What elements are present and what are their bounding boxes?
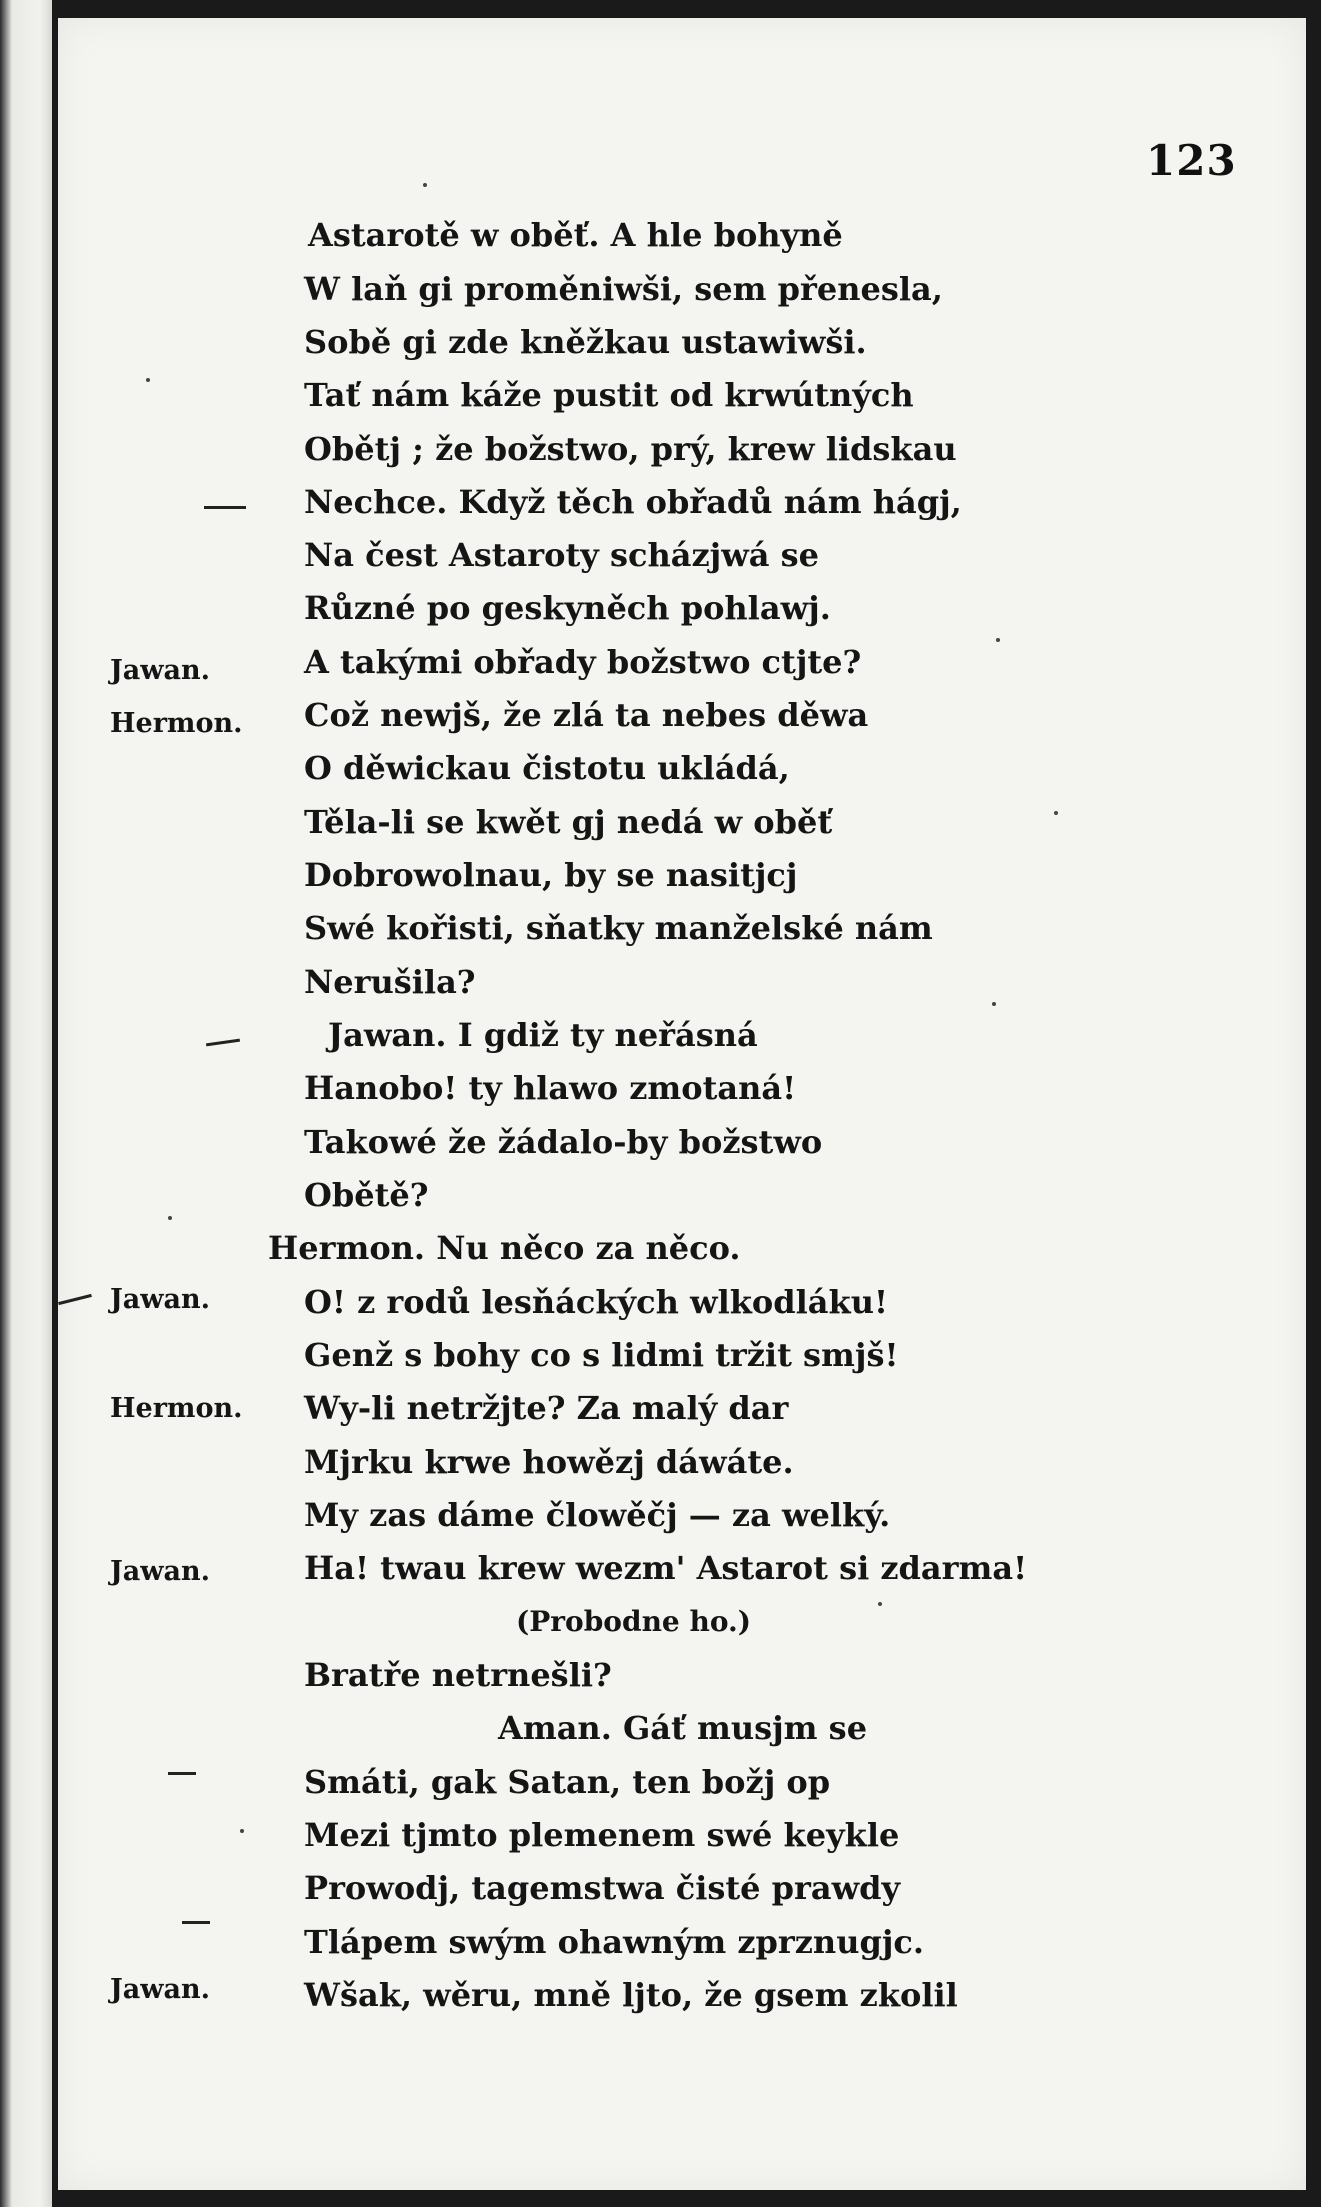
margin-dash: [58, 1294, 92, 1305]
verse-line: Tlápem swým ohawným zprznugjc.: [304, 1923, 925, 1961]
verse-line: Smáti, gak Satan, ten božj op: [304, 1763, 831, 1801]
verse-line: O děwickau čistotu ukládá,: [304, 749, 790, 787]
verse-line: Tať nám káže pustit od krwútných: [304, 376, 914, 414]
verse-line: Nerušila?: [304, 963, 476, 1001]
speaker-jawan: Jawan.: [110, 1556, 211, 1587]
verse-line: Na čest Astaroty scházjwá se: [304, 536, 820, 574]
verse-line: Hanobo! ty hlawo zmotaná!: [304, 1069, 797, 1107]
verse-line: Prowodj, tagemstwa čisté prawdy: [304, 1869, 901, 1907]
facing-page-edge: [0, 0, 52, 2207]
margin-dash: [204, 506, 246, 509]
verse-line: Wšak, wěru, mně ljto, že gsem zkolil: [304, 1976, 958, 2014]
speck: [996, 638, 1000, 642]
verse-line: Nechce. Když těch obřadů nám hágj,: [304, 483, 962, 521]
verse-line: Což newjš, že zlá ta nebes děwa: [304, 696, 869, 734]
verse-line: Genž s bohy co s lidmi tržit smjš!: [304, 1336, 899, 1374]
verse-line: Wy-li netržjte? Za malý dar: [304, 1389, 789, 1427]
margin-dash: [206, 1039, 240, 1047]
verse-line: Dobrowolnau, by se nasitjcj: [304, 856, 798, 894]
verse-line: O! z rodů lesňáckých wlkodláku!: [304, 1283, 888, 1321]
stage-direction: (Probodne ho.): [516, 1605, 752, 1638]
verse-line: Astarotě w oběť. A hle bohyně: [308, 216, 843, 254]
verse-line: Mezi tjmto plemenem swé keykle: [304, 1816, 900, 1854]
verse-line: Různé po geskyněch pohlawj.: [304, 589, 831, 627]
speck: [992, 1002, 996, 1006]
verse-line: Obětj ; že božstwo, prý, krew lidskau: [304, 430, 957, 468]
verse-line: Swé kořisti, sňatky manželské nám: [304, 909, 933, 947]
speaker-hermon: Hermon.: [110, 1393, 243, 1424]
speck: [878, 1602, 882, 1606]
speaker-jawan: Jawan.: [110, 1284, 211, 1315]
speck: [1054, 811, 1058, 815]
verse-line: A takými obřady božstwo ctjte?: [304, 643, 862, 681]
speck: [240, 1829, 244, 1833]
verse-line: Hermon. Nu něco za něco.: [268, 1229, 741, 1267]
speaker-hermon: Hermon.: [110, 708, 243, 739]
verse-line: Ha! twau krew wezm' Astarot si zdarma!: [304, 1549, 1028, 1587]
speaker-jawan: Jawan.: [110, 655, 211, 686]
speck: [146, 378, 150, 382]
speaker-jawan: Jawan.: [110, 1974, 211, 2005]
verse-line: Bratře netrnešli?: [304, 1656, 612, 1694]
verse-line: Obětě?: [304, 1176, 429, 1214]
speck: [423, 183, 427, 187]
verse-line: Takowé že žádalo-by božstwo: [304, 1123, 823, 1161]
page-number: 123: [1146, 136, 1237, 185]
verse-line: Sobě gi zde kněžkau ustawiwši.: [304, 323, 867, 361]
book-page: [58, 18, 1306, 2190]
verse-line: W laň gi proměniwši, sem přenesla,: [304, 270, 943, 308]
verse-line: My zas dáme člowěčj — za welký.: [304, 1496, 891, 1534]
margin-dash: [182, 1921, 210, 1924]
verse-line: Těla-li se kwět gj nedá w oběť: [304, 803, 833, 841]
speck: [168, 1216, 172, 1220]
margin-dash: [168, 1772, 196, 1775]
verse-line: Jawan. I gdiž ty neřásná: [328, 1016, 758, 1054]
verse-line: Aman. Gáť musjm se: [498, 1709, 868, 1747]
verse-line: Mjrku krwe howězj dáwáte.: [304, 1443, 794, 1481]
